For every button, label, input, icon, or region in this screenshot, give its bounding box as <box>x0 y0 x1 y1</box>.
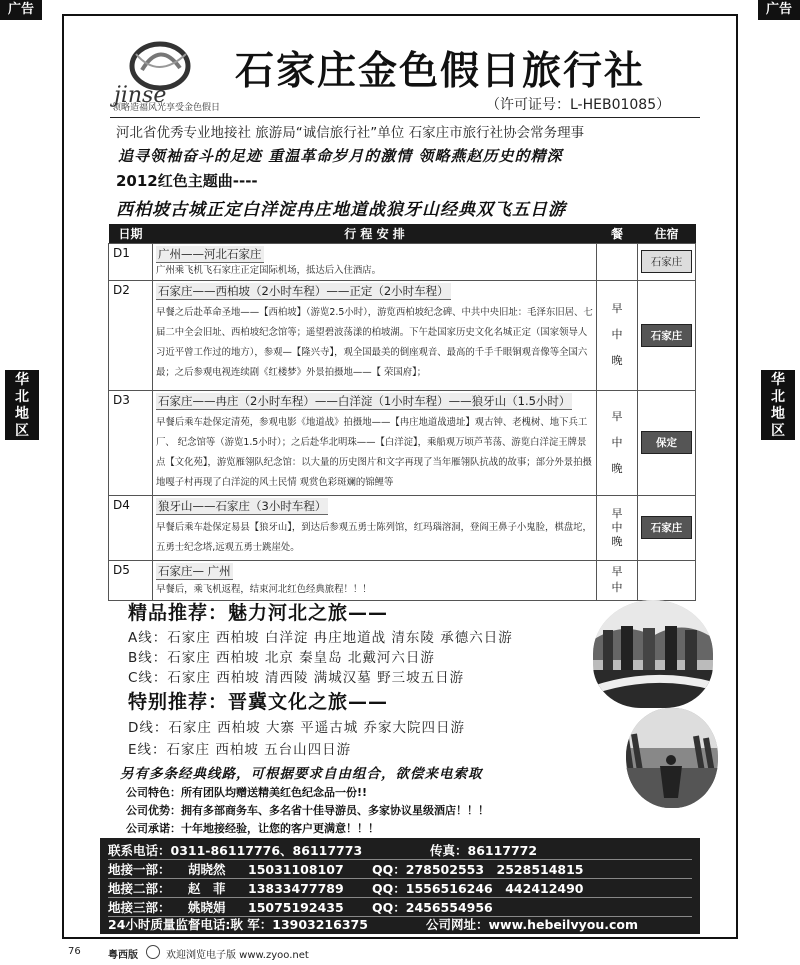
route-line-d: D线：石家庄 西柏坡 大寨 平遥古城 乔家大院四日游 <box>128 720 466 736</box>
fax-number: 传真：86117772 <box>430 843 538 858</box>
meal-cell: 早中晚 <box>597 495 638 560</box>
route-line-a: A线：石家庄 西柏坡 白洋淀 冉庄地道战 清东陵 承德六日游 <box>128 630 513 646</box>
route-line-c: C线：石家庄 西柏坡 清西陵 满城汉墓 野三坡五日游 <box>128 670 465 686</box>
description: 早餐后乘车赴保定易县【狼牙山】，到达后参观五勇士陈列馆，红玛瑙溶洞，登阎王鼻子小鬼脸，棋盘坨，五勇士纪念塔,远观五勇士跳崖处。 <box>156 521 592 553</box>
contact-row <box>108 880 692 898</box>
itinerary-table <box>108 224 696 601</box>
qq-numbers: QQ：2456554956 <box>372 900 493 915</box>
contact-phone-row <box>108 842 692 860</box>
route-line-b: B线：石家庄 西柏坡 北京 秦皇岛 北戴河六日游 <box>128 650 435 666</box>
day-cell: D2 <box>109 280 153 390</box>
day-cell: D1 <box>109 243 153 280</box>
route: 石家庄— 广州 <box>158 563 231 578</box>
license-number: （许可证号：L-HEB01085） <box>486 97 671 113</box>
photo-monument-visitors <box>593 600 713 708</box>
contact-row <box>108 861 692 879</box>
day-cell: D4 <box>109 495 153 560</box>
stay-badge: 保定 <box>641 431 692 454</box>
stay-badge: 石家庄 <box>641 250 692 273</box>
qq-numbers: QQ：1556516246 442412490 <box>372 881 584 896</box>
mobile-number: 15031108107 <box>248 862 344 877</box>
day-cell: D3 <box>109 390 153 495</box>
table-row <box>109 390 696 495</box>
company-name: 石家庄金色假日旅行社 <box>235 49 646 94</box>
contact-row <box>108 899 692 917</box>
ad-tag-left: 广告 <box>0 0 42 20</box>
logo-slogan: 领略造福风光享受金色假日 <box>112 103 221 113</box>
contact-box <box>100 838 700 934</box>
company-promise: 公司承诺：十年地接经验，让您的客户更满意！！！ <box>126 822 379 835</box>
col-meal: 餐 <box>597 224 638 243</box>
svg-text:jinse: jinse <box>114 83 167 108</box>
contact-bottom-row <box>108 916 692 934</box>
contact-name: 姚晓娟 <box>188 900 226 915</box>
page-number: 76 <box>68 946 81 957</box>
photo-boat-reeds <box>626 708 718 808</box>
col-date: 日期 <box>109 224 153 243</box>
magazine-logo-icon <box>146 945 160 959</box>
stay-badge: 石家庄 <box>641 516 692 539</box>
table-row <box>109 243 696 280</box>
theme-heading: 2012红色主题曲---- <box>116 172 258 190</box>
tagline: 追寻领袖奋斗的足迹 重温革命岁月的激情 领略燕赵历史的精深 <box>118 147 563 165</box>
meal-cell: 早中 <box>597 560 638 600</box>
footer-welcome: 欢迎浏览电子版 www.zyoo.net <box>166 950 309 961</box>
phone-numbers: 联系电话：0311-86117776、86117773 <box>108 843 363 858</box>
qq-numbers: QQ：278502553 2528514815 <box>372 862 584 877</box>
table-row <box>109 280 696 390</box>
company-feature: 公司特色：所有团队均赠送精美红色纪念品一份!! <box>126 786 368 799</box>
description: 早餐后，乘飞机返程，结束河北红色经典旅程！！！ <box>156 583 372 595</box>
mobile-number: 15075192435 <box>248 900 344 915</box>
description: 广州乘飞机飞石家庄正定国际机场，抵达后入住酒店。 <box>156 264 382 276</box>
contact-name: 赵 菲 <box>188 881 226 896</box>
table-row <box>109 495 696 560</box>
stay-badge: 石家庄 <box>641 324 692 347</box>
dept-label: 地接一部： <box>108 862 171 877</box>
dept-label: 地接三部： <box>108 900 171 915</box>
description: 早餐之后赴革命圣地——【西柏坡】（游览2.5小时），游览西柏坡纪念碑、中共中央旧址：毛泽东旧居、七届二中全会旧址、西柏坡纪念馆等；遥望碧波荡漾的柏坡湖。下午赴国家历史文化名城正定（国家领导人习近平曾工作过的地方），参观—【隆兴寺】，观全国最美的倒座观音、最高的千手千眼铜观音像等全国六最；之后参观电视连续剧《红楼梦》外景拍摄地——【 荣国府】； <box>156 306 593 378</box>
more-routes-note: 另有多条经典线路，可根据要求自由组合，欲偿来电索取 <box>120 766 483 782</box>
dept-label: 地接二部： <box>108 881 171 896</box>
route: 石家庄——西柏坡（2小时车程）——正定（2小时车程） <box>158 283 449 298</box>
meal-cell: 早中晚 <box>597 390 638 495</box>
tour-title: 西柏坡古城正定白洋淀冉庄地道战狼牙山经典双飞五日游 <box>116 200 566 220</box>
mobile-number: 13833477789 <box>248 881 344 896</box>
quality-hotline: 24小时质量监督电话:耿 军：13903216375 <box>108 917 368 932</box>
meal-cell: 早中晚 <box>597 280 638 390</box>
promo-title-1: 精品推荐：魅力河北之旅—— <box>128 602 389 624</box>
table-row <box>109 560 696 600</box>
edition-label: 粤西版 <box>108 950 138 961</box>
credentials-text: 河北省优秀专业地接社 旅游局“诚信旅行社”单位 石家庄市旅行社协会常务理事 <box>116 125 585 141</box>
day-cell: D5 <box>109 560 153 600</box>
meal-cell <box>597 243 638 280</box>
company-advantage: 公司优势：拥有多部商务车、多名省十佳导游员、多家协议星级酒店！！！ <box>126 804 489 817</box>
route: 石家庄——冉庄（2小时车程）——白洋淀（1小时车程）——狼牙山（1.5小时） <box>158 393 571 408</box>
route-line-e: E线：石家庄 西柏坡 五台山四日游 <box>128 742 352 758</box>
region-tab-left: 华北地区 <box>5 370 39 440</box>
region-tab-right: 华北地区 <box>761 370 795 440</box>
contact-name: 胡晓然 <box>188 862 226 877</box>
route: 广州——河北石家庄 <box>158 246 262 261</box>
table-header <box>109 224 696 243</box>
col-stay: 住宿 <box>638 224 696 243</box>
col-itinerary: 行 程 安 排 <box>153 224 597 243</box>
description: 早餐后乘车赴保定清苑，参观电影《地道战》拍摄地——【冉庄地道战遗址】观古钟、老槐树、地下兵工厂、 纪念馆等（游览1.5小时）；之后赴华北明珠——【白洋淀】，乘船观万顷芦苇荡、游览白洋淀王牌景点【文化苑】，游览雁翎队纪念馆：以大量的历史图片和文字再现了当年雁翎队抗战的故事；部分外景拍摄地嘎子村再现了白洋淀的风土民情 观赏色彩斑斓的锦鲤等 <box>156 416 592 488</box>
route: 狼牙山——石家庄（3小时车程） <box>158 498 327 513</box>
ad-tag-right: 广告 <box>758 0 800 20</box>
promo-title-2: 特别推荐：晋冀文化之旅—— <box>128 691 389 713</box>
company-website: 公司网址：www.hebeilvyou.com <box>426 917 639 932</box>
divider <box>110 117 700 118</box>
